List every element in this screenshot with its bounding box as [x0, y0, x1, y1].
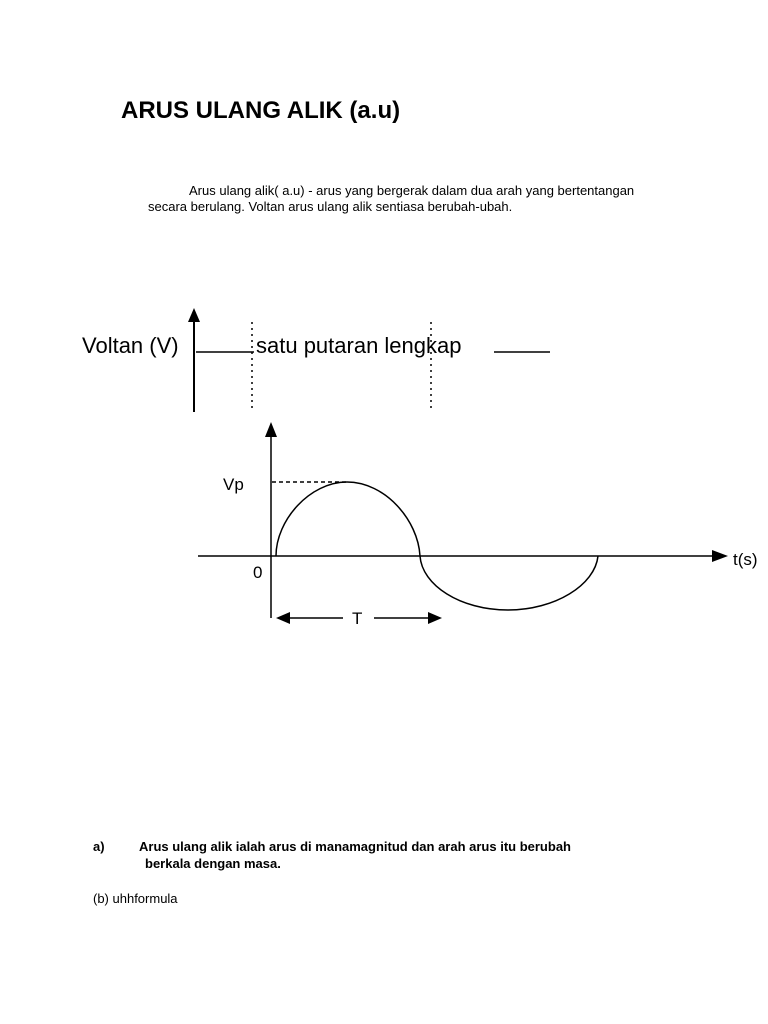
cycle-label: satu putaran lengkap — [256, 333, 462, 358]
voltage-header-axis — [188, 308, 200, 412]
x-axis — [198, 550, 728, 562]
ac-waveform-diagram — [0, 300, 768, 640]
y-axis — [265, 422, 277, 618]
peak-voltage-label: Vp — [223, 475, 244, 494]
period-label: T — [352, 609, 363, 628]
sine-wave-curve — [276, 482, 598, 610]
voltage-axis-label: Voltan (V) — [82, 333, 179, 358]
point-a-line-1: Arus ulang alik ialah arus di manamagnitud dan arah arus itu berubah — [139, 839, 571, 854]
point-b: (b) uhhformula — [93, 891, 178, 906]
point-a-text — [139, 838, 679, 872]
point-a-label: a) — [93, 839, 105, 854]
point-a-line-2: berkala dengan masa. — [145, 856, 281, 871]
page-title: ARUS ULANG ALIK (a.u) — [121, 97, 401, 124]
origin-label: 0 — [253, 563, 263, 582]
intro-paragraph: Arus ulang alik( a.u) - arus yang bergerak dalam dua arah yang bertentangan secara berulang. Voltan arus ulang alik sentiasa berubah-ubah. — [148, 183, 635, 214]
time-axis-label: t(s) — [733, 550, 758, 569]
